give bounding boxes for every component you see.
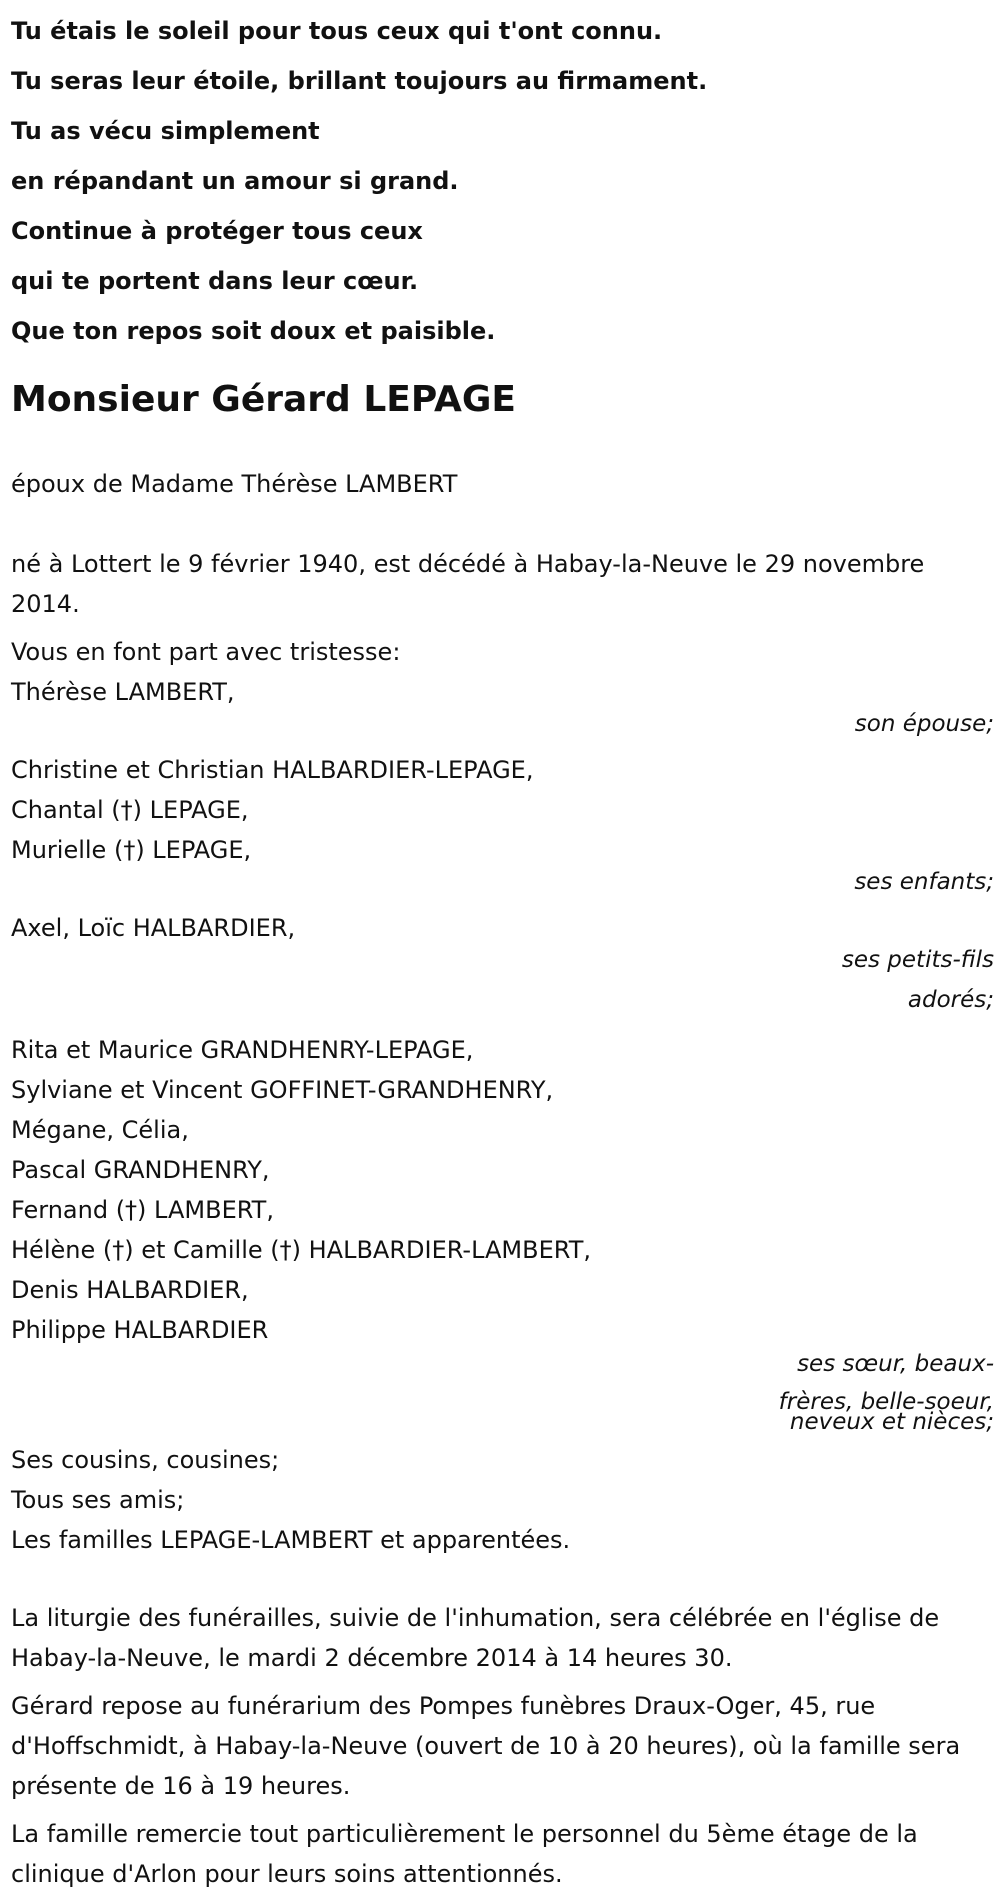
relation-label: frères, belle-soeur,: [778, 1389, 994, 1415]
family-member: Mégane, Célia,: [11, 1116, 189, 1144]
family-member: Denis HALBARDIER,: [11, 1276, 249, 1304]
other-mourners: [11, 1440, 994, 1560]
family-group-spouse: [11, 672, 994, 744]
poem-line: Tu as vécu simplement: [11, 117, 320, 145]
family-member: Christine et Christian HALBARDIER-LEPAGE,: [11, 756, 534, 784]
spouse-line: époux de Madame Thérèse LAMBERT: [11, 470, 458, 498]
thanks-paragraph: La famille remercie tout particulièrement le personnel du 5ème étage de la clinique d'Arlon pour leurs soins attentionnés.: [11, 1820, 918, 1888]
relation-label: ses sœur, beaux-: [797, 1351, 994, 1377]
mourner-line: Tous ses amis;: [11, 1486, 185, 1514]
relation-label: ses enfants;: [854, 869, 994, 895]
family-member: Pascal GRANDHENRY,: [11, 1156, 270, 1184]
deceased-name: Monsieur Gérard LEPAGE: [11, 379, 516, 420]
poem-line: Tu étais le soleil pour tous ceux qui t'ont connu.: [11, 17, 663, 45]
family-member: Thérèse LAMBERT,: [11, 678, 235, 706]
poem-line: Continue à protéger tous ceux: [11, 217, 423, 245]
family-member: Rita et Maurice GRANDHENRY-LEPAGE,: [11, 1036, 474, 1064]
poem: [11, 6, 994, 356]
liturgy-paragraph: La liturgie des funérailles, suivie de l'inhumation, sera célébrée en l'église de Habay-la-Neuve, le mardi 2 décembre 2014 à 14 heures 30.: [11, 1604, 940, 1672]
family-member: Murielle (†) LEPAGE,: [11, 836, 252, 864]
announcement-intro: Vous en font part avec tristesse:: [11, 638, 401, 666]
mourner-line: Les familles LEPAGE-LAMBERT et apparentées.: [11, 1526, 571, 1554]
funeral-home-paragraph: Gérard repose au funérarium des Pompes funèbres Draux-Oger, 45, rue d'Hoffschmidt, à Habay-la-Neuve (ouvert de 10 à 20 heures), où la famille sera présente de 16 à 19 heures.: [11, 1692, 961, 1800]
relation-label: ses petits-fils: [841, 947, 994, 973]
family-member: Philippe HALBARDIER: [11, 1316, 269, 1344]
family-member: Chantal (†) LEPAGE,: [11, 796, 249, 824]
relation-label: neveux et nièces;: [789, 1409, 994, 1435]
poem-line: qui te portent dans leur cœur.: [11, 267, 419, 295]
family-group-extended: [11, 1030, 994, 1436]
poem-line: Tu seras leur étoile, brillant toujours au firmament.: [11, 67, 708, 95]
family-group-grandchildren: [11, 908, 994, 1020]
relation-label: adorés;: [907, 987, 994, 1013]
relation-label: son épouse;: [854, 711, 994, 737]
family-member: Sylviane et Vincent GOFFINET-GRANDHENRY,: [11, 1076, 554, 1104]
family-member: Fernand (†) LAMBERT,: [11, 1196, 274, 1224]
poem-line: en répandant un amour si grand.: [11, 167, 459, 195]
poem-line: Que ton repos soit doux et paisible.: [11, 317, 496, 345]
obituary-page: [0, 6, 1000, 1888]
family-member: Axel, Loïc HALBARDIER,: [11, 914, 296, 942]
mourner-line: Ses cousins, cousines;: [11, 1446, 280, 1474]
birth-death-line: né à Lottert le 9 février 1940, est décédé à Habay-la-Neuve le 29 novembre 2014.: [11, 550, 925, 618]
family-member: Hélène (†) et Camille (†) HALBARDIER-LAMBERT,: [11, 1236, 591, 1264]
family-group-children: [11, 750, 994, 902]
